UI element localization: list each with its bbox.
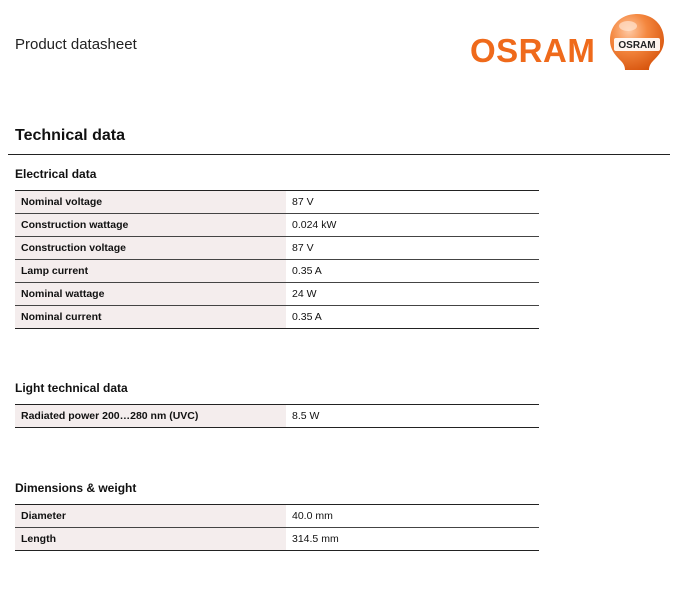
group-title-electrical: Electrical data (15, 167, 97, 181)
row-value: 87 V (292, 196, 314, 208)
document-type-label: Product datasheet (15, 36, 137, 53)
row-value: 8.5 W (292, 410, 320, 422)
row-label: Construction voltage (15, 237, 286, 260)
row-label: Lamp current (15, 260, 286, 283)
table-row (15, 528, 539, 551)
table-row (15, 237, 539, 260)
table-row (15, 283, 539, 306)
light-technical-data-table (15, 404, 539, 428)
table-row (15, 214, 539, 237)
dimensions-data-table (15, 504, 539, 551)
table-row (15, 191, 539, 214)
row-value: 24 W (292, 288, 317, 300)
row-label: Nominal current (15, 306, 286, 329)
row-value: 40.0 mm (292, 510, 333, 522)
row-value: 0.35 A (292, 311, 322, 323)
electrical-data-table (15, 190, 539, 329)
row-value: 0.024 kW (292, 219, 337, 231)
row-value: 0.35 A (292, 265, 322, 277)
lightbulb-logo-icon (606, 12, 668, 74)
table-row (15, 405, 539, 428)
osram-logo (468, 12, 668, 74)
row-value: 314.5 mm (292, 533, 339, 545)
table-row (15, 505, 539, 528)
table-row (15, 260, 539, 283)
row-label: Nominal wattage (15, 283, 286, 306)
section-title: Technical data (15, 127, 125, 144)
row-label: Length (15, 528, 286, 551)
logo-wordmark: OSRAM (470, 32, 596, 69)
group-title-dimensions: Dimensions & weight (15, 481, 137, 495)
row-label: Radiated power 200…280 nm (UVC) (15, 405, 286, 428)
row-label: Nominal voltage (15, 191, 286, 214)
row-label: Construction wattage (15, 214, 286, 237)
section-title-rule (8, 154, 670, 155)
group-title-light-technical: Light technical data (15, 381, 128, 395)
row-value: 87 V (292, 242, 314, 254)
logo-badge-text: OSRAM (618, 40, 656, 51)
row-label: Diameter (15, 505, 286, 528)
table-row (15, 306, 539, 329)
